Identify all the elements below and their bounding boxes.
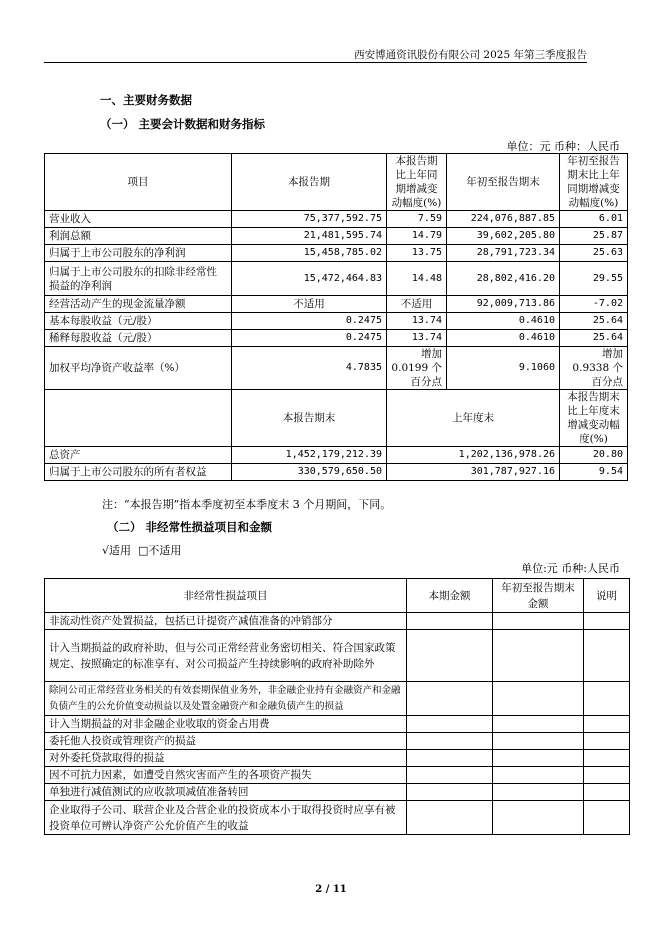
header-ytd-change: 年初至报告期末比上年同期增减变动幅度(%) xyxy=(560,154,628,211)
cell-value: 14.79 xyxy=(387,228,447,245)
item-label: 因不可抗力因素，如遭受自然灾害而产生的各项资产损失 xyxy=(45,767,407,784)
item-label: 非流动性资产处置损益，包括已计提资产减值准备的冲销部分 xyxy=(45,613,407,630)
cell-empty xyxy=(493,784,584,801)
cell-value: 25.87 xyxy=(560,228,628,245)
cell-value: 75,377,592.75 xyxy=(232,211,387,228)
item-label: 计入当期损益的对非金融企业收取的资金占用费 xyxy=(45,716,407,733)
section-title-accounting-data: （一） 主要会计数据和财务指标 xyxy=(100,117,266,131)
row-label: 基本每股收益（元/股） xyxy=(45,313,232,330)
cell-empty xyxy=(493,630,584,682)
row-label: 稀释每股收益（元/股） xyxy=(45,330,232,347)
header-period-end-change: 本报告期末比上年度末增减变动幅度(%) xyxy=(560,390,628,447)
header-period-end: 本报告期末 xyxy=(232,390,387,447)
cell-value: 39,602,205.80 xyxy=(447,228,560,245)
cell-empty xyxy=(407,784,493,801)
report-header: 西安博通资讯股份有限公司 2025 年第三季度报告 xyxy=(354,49,587,61)
cell-empty xyxy=(493,716,584,733)
item-label: 委托他人投资或管理资产的损益 xyxy=(45,733,407,750)
cell-empty xyxy=(407,750,493,767)
cell-value: 1,452,179,212.39 xyxy=(232,447,387,464)
cell-empty xyxy=(584,750,630,767)
item-label: 单独进行减值测试的应收款项减值准备转回 xyxy=(45,784,407,801)
cell-value: 29.55 xyxy=(560,262,628,296)
cell-value: 25.64 xyxy=(560,313,628,330)
blank-cell xyxy=(45,390,232,447)
cell-value: 13.75 xyxy=(387,245,447,262)
footnote: 注：“本报告期”指本季度初至本季度末 3 个月期间，下同。 xyxy=(102,498,392,511)
not-applicable-unchecked: □不适用 xyxy=(138,544,182,557)
cell-empty xyxy=(407,801,493,835)
item-label: 企业取得子公司、联营企业及合营企业的投资成本小于取得投资时应享有被投资单位可辨认净资产公允价值产生的收益 xyxy=(45,801,407,835)
header-divider xyxy=(44,62,587,63)
cell-value: 0.4610 xyxy=(447,313,560,330)
row-label: 归属于上市公司股东的净利润 xyxy=(45,245,232,262)
header-current-period: 本报告期 xyxy=(232,154,387,211)
item-label: 计入当期损益的政府补助，但与公司正常经营业务密切相关、符合国家政策规定、按照确定的标准享有、对公司损益产生持续影响的政府补助除外 xyxy=(45,630,407,682)
cell-value: 7.59 xyxy=(387,211,447,228)
header-ytd-amount: 年初至报告期末金额 xyxy=(493,579,584,613)
page-number: 2 / 11 xyxy=(315,884,347,895)
cell-value: 9.54 xyxy=(560,464,628,481)
cell-value: 4.7835 xyxy=(232,347,387,390)
cell-empty xyxy=(584,767,630,784)
table1-unit: 单位：元 币种：人民币 xyxy=(506,140,620,153)
row-label: 利润总额 xyxy=(45,228,232,245)
cell-value: 224,076,887.85 xyxy=(447,211,560,228)
applicability-options xyxy=(102,542,181,558)
item-label: 除同公司正常经营业务相关的有效套期保值业务外，非金融企业持有金融资产和金融负债产生的公允价值变动损益以及处置金融资产和金融负债产生的损益 xyxy=(45,682,407,716)
header-ytd: 年初至报告期末 xyxy=(447,154,560,211)
cell-empty xyxy=(493,750,584,767)
cell-value: 21,481,595.74 xyxy=(232,228,387,245)
cell-value: 92,009,713.86 xyxy=(447,296,560,313)
cell-empty xyxy=(493,767,584,784)
cell-value: 不适用 xyxy=(387,296,447,313)
cell-empty xyxy=(584,733,630,750)
cell-empty xyxy=(407,682,493,716)
cell-empty xyxy=(493,733,584,750)
cell-empty xyxy=(493,801,584,835)
row-label: 营业收入 xyxy=(45,211,232,228)
non-recurring-table xyxy=(44,578,630,835)
cell-value: 13.74 xyxy=(387,313,447,330)
cell-value: 25.64 xyxy=(560,330,628,347)
cell-value: -7.02 xyxy=(560,296,628,313)
row-label: 归属于上市公司股东的扣除非经常性损益的净利润 xyxy=(45,262,232,296)
cell-empty xyxy=(584,682,630,716)
applicable-checked: √适用 xyxy=(102,544,132,557)
row-label: 加权平均净资产收益率（%） xyxy=(45,347,232,390)
cell-value: 20.80 xyxy=(560,447,628,464)
cell-empty xyxy=(407,716,493,733)
cell-value: 1,202,136,978.26 xyxy=(387,447,560,464)
row-label: 归属于上市公司股东的所有者权益 xyxy=(45,464,232,481)
cell-value: 301,787,927.16 xyxy=(387,464,560,481)
cell-value: 0.2475 xyxy=(232,330,387,347)
cell-value: 6.01 xyxy=(560,211,628,228)
cell-value: 0.4610 xyxy=(447,330,560,347)
cell-value: 15,472,464.83 xyxy=(232,262,387,296)
header-prior-year-end: 上年度末 xyxy=(387,390,560,447)
cell-value: 增加 0.9338 个百分点 xyxy=(560,347,628,390)
section-title-non-recurring: （二） 非经常性损益项目和金额 xyxy=(107,520,273,534)
cell-empty xyxy=(407,733,493,750)
table2-unit: 单位:元 币种:人民币 xyxy=(521,562,620,575)
cell-value: 28,791,723.34 xyxy=(447,245,560,262)
row-label: 经营活动产生的现金流量净额 xyxy=(45,296,232,313)
cell-empty xyxy=(584,613,630,630)
cell-empty xyxy=(407,630,493,682)
cell-value: 25.63 xyxy=(560,245,628,262)
item-label: 对外委托贷款取得的损益 xyxy=(45,750,407,767)
cell-value: 不适用 xyxy=(232,296,387,313)
cell-empty xyxy=(493,613,584,630)
cell-empty xyxy=(584,801,630,835)
cell-empty xyxy=(407,613,493,630)
cell-empty xyxy=(584,784,630,801)
cell-value: 330,579,650.50 xyxy=(232,464,387,481)
section-title-main-financial-data: 一、主要财务数据 xyxy=(100,93,192,107)
cell-empty xyxy=(584,630,630,682)
cell-value: 9.1060 xyxy=(447,347,560,390)
header-item: 非经常性损益项目 xyxy=(45,579,407,613)
header-item: 项目 xyxy=(45,154,232,211)
header-current-amount: 本期金额 xyxy=(407,579,493,613)
cell-empty xyxy=(407,767,493,784)
row-label: 总资产 xyxy=(45,447,232,464)
cell-empty xyxy=(493,682,584,716)
cell-value: 13.74 xyxy=(387,330,447,347)
main-financial-table xyxy=(44,153,628,481)
header-remarks: 说明 xyxy=(584,579,630,613)
cell-value: 14.48 xyxy=(387,262,447,296)
cell-empty xyxy=(584,716,630,733)
cell-value: 增加 0.0199 个百分点 xyxy=(387,347,447,390)
cell-value: 0.2475 xyxy=(232,313,387,330)
cell-value: 15,458,785.02 xyxy=(232,245,387,262)
cell-value: 28,802,416.20 xyxy=(447,262,560,296)
header-current-change: 本报告期比上年同期增减变动幅度(%) xyxy=(387,154,447,211)
